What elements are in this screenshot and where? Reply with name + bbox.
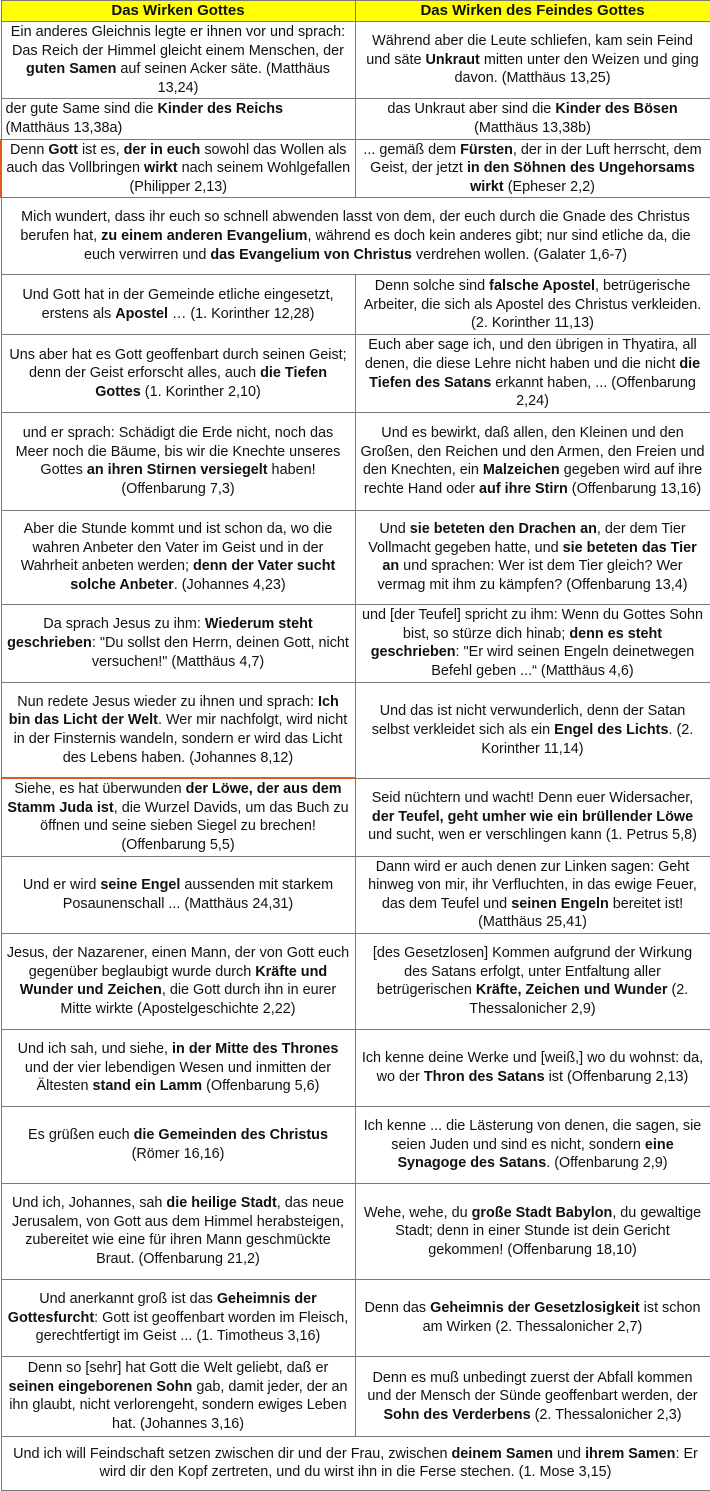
table-row (1, 1356, 710, 1436)
verse-text: Und das ist nicht verwunderlich, denn der Satan selbst verkleidet sich als ein (371, 703, 686, 738)
verse-text: Und ich will Feindschaft setzen zwischen dir und der Frau, zwischen (13, 1445, 452, 1462)
emphasis-text: Apostel (115, 305, 168, 322)
emphasis-text: guten Samen (26, 61, 117, 78)
verse-text: Denn das (364, 1300, 431, 1317)
emphasis-text: große Stadt Babylon (471, 1204, 613, 1221)
god-cell (1, 510, 355, 604)
emphasis-text: wirkt (144, 160, 178, 177)
verse-text: (1. Korinther 2,10) (140, 383, 261, 400)
verse-text: ist schon am Wirken (2. Thessalonicher 2,7) (422, 1300, 701, 1335)
table-row (1, 412, 710, 510)
verse-text: (2. Thessalonicher 2,3) (530, 1406, 682, 1423)
verse-text: verdrehen wollen. (Galater 1,6-7) (411, 246, 628, 263)
verse-text: Aber die Stunde kommt und ist schon da, wo die wahren Anbeter den Vater im Geist und in der Wahrheit anbeten werden; (20, 521, 333, 575)
verse-text: , die Gott durch ihn in eurer Mitte wirkte (Apostelgeschichte 2,22) (60, 982, 337, 1018)
emphasis-text: eine Synagoge des Satans (397, 1136, 674, 1172)
verse-text: und sucht, wen er verschlingen kann (1. Petrus 5,8) (368, 827, 697, 844)
emphasis-text: Geheimnis der Gottesfurcht (7, 1291, 317, 1326)
header-god: Das Wirken Gottes (1, 1, 355, 22)
table-row (1, 1279, 710, 1356)
enemy-cell (355, 22, 710, 99)
verse-text: , der dem Tier Vollmacht gegeben hatte, und (368, 521, 686, 556)
emphasis-text: in den Söhnen des Ungehorsams wirkt (466, 160, 695, 195)
verse-text: und er sprach: Schädigt die Erde nicht, noch das Meer noch die Bäume, bis wir die Knechte unseres Gottes (15, 425, 341, 479)
verse-text: das Unkraut aber sind die (387, 101, 556, 118)
verse-text: Ein anderes Gleichnis legte er ihnen vor und sprach: Das Reich der Himmel gleicht einem Menschen, der (10, 24, 346, 59)
verse-text: Und ich sah, und siehe, (17, 1041, 173, 1058)
verse-text: [des Gesetzlosen] Kommen aufgrund der Wirkung des Satans erfolgt, unter Entfaltung aller betrügerischen (372, 945, 693, 999)
emphasis-text: Thron des Satans (423, 1068, 545, 1085)
full-width-cell (1, 198, 710, 275)
verse-text: Mich wundert, dass ihr euch so schnell abwenden lasst von dem, der euch durch die Gnade des Christus berufen hat, (20, 209, 690, 245)
verse-text: gab, damit jeder, der an ihn glaubt, nicht verlorengeht, sondern ewiges Leben hat. (Johannes 3,16) (9, 1378, 348, 1433)
table-row (1, 22, 710, 99)
emphasis-text: ihrem Samen (585, 1445, 676, 1462)
verse-text: Und anerkannt groß ist das (39, 1291, 217, 1308)
emphasis-text: das Evangelium von Christus (210, 246, 412, 263)
table-row (1, 1106, 710, 1183)
verse-text: , du gewaltige Stadt; denn in einer Stunde ist dein Gericht gekommen! (Offenbarung 18,10) (395, 1204, 702, 1258)
verse-text: : "Er wird seinen Engeln deinetwegen Befehl geben ...“ (Matthäus 4,6) (431, 644, 695, 679)
god-cell (1, 856, 355, 933)
verse-text: Es grüßen euch (28, 1127, 134, 1144)
emphasis-text: seinen Engeln (511, 895, 609, 912)
table-row (1, 856, 710, 933)
emphasis-text: der in euch (123, 141, 201, 158)
enemy-cell (355, 335, 710, 412)
enemy-cell (355, 139, 710, 198)
enemy-cell (355, 604, 710, 682)
verse-text: Seid nüchtern und wacht! Denn euer Widersacher, (371, 790, 694, 807)
table-row (1, 604, 710, 682)
verse-text: (Epheser 2,2) (503, 178, 595, 195)
emphasis-text: seinen eingeborenen Sohn (8, 1378, 193, 1395)
emphasis-text: Kinder des Reichs (157, 101, 284, 118)
emphasis-text: seine Engel (100, 877, 181, 894)
verse-text: (Matthäus 13,38a) (5, 119, 123, 136)
verse-text: Und ich, Johannes, sah (12, 1195, 167, 1212)
emphasis-text: der Teufel, geht umher wie ein brüllender Löwe (371, 808, 694, 825)
god-cell (1, 682, 355, 778)
emphasis-text: Ich bin das Licht der Welt (8, 693, 339, 729)
table-row (1, 335, 710, 412)
verse-text: Ich kenne deine Werke und [weiß,] wo du wohnst: da, wo der (361, 1050, 704, 1085)
verse-text: erkannt haben, ... (Offenbarung 2,24) (491, 374, 696, 410)
verse-text: ist es, (77, 141, 124, 158)
verse-text: auf seinen Acker säte. (Matthäus 13,24) (116, 61, 330, 96)
verse-text: und der vier lebendigen Wesen und inmitten der Ältesten (24, 1059, 332, 1095)
enemy-cell (355, 275, 710, 335)
table-row (1, 1183, 710, 1279)
verse-text: (Römer 16,16) (131, 1145, 225, 1162)
verse-text: . (Offenbarung 2,9) (546, 1155, 668, 1172)
emphasis-text: auf ihre Stirn (479, 480, 568, 497)
emphasis-text: Wiederum steht geschrieben (7, 616, 313, 651)
table-row (1, 1029, 710, 1106)
verse-text: Denn so [sehr] hat Gott die Welt geliebt, daß er (27, 1360, 329, 1377)
full-width-cell (1, 1436, 710, 1490)
enemy-cell (355, 1279, 710, 1356)
verse-text: , der in der Luft herrscht, dem Geist, der jetzt (370, 141, 702, 177)
enemy-cell (355, 99, 710, 139)
emphasis-text: sie beteten das Tier an (382, 539, 697, 575)
table-row (1, 139, 710, 198)
verse-text: haben! (Offenbarung 7,3) (121, 462, 316, 497)
verse-text: mitten unter den Weizen und ging davon. (Matthäus 13,25) (454, 51, 699, 87)
emphasis-text: sie beteten den Drachen an (409, 521, 597, 538)
verse-text: : Er wird dir den Kopf zertreten, und du wirst ihn in die Ferse stechen. (1. Mose 3,15) (99, 1445, 698, 1481)
enemy-cell (355, 682, 710, 778)
emphasis-text: die Gemeinden des Christus (133, 1127, 328, 1144)
verse-text: Ich kenne ... die Lästerung von denen, die sagen, sie seien Juden und sind es nicht, sondern (363, 1118, 702, 1153)
emphasis-text: in der Mitte des Thrones (172, 1041, 339, 1058)
enemy-cell (355, 1356, 710, 1436)
verse-text: Denn solche sind (374, 277, 490, 294)
verse-text: bereitet ist! (Matthäus 25,41) (478, 895, 684, 931)
god-cell (1, 1356, 355, 1436)
verse-text: Dann wird er auch denen zur Linken sagen: Geht hinweg von mir, ihr Verfluchten, in das ewige Feuer, das dem Teufel und (368, 858, 697, 912)
verse-text: (Offenbarung 13,16) (567, 480, 702, 497)
emphasis-text: an ihren Stirnen versiegelt (86, 462, 268, 479)
verse-text: Denn es muß unbedingt zuerst der Abfall kommen und der Mensch der Sünde geoffenbart werden, der (367, 1369, 698, 1405)
enemy-cell (355, 856, 710, 933)
god-cell (1, 604, 355, 682)
verse-text: aussenden mit starkem Posaunenschall ... (Matthäus 24,31) (62, 877, 334, 912)
emphasis-text: Unkraut (425, 51, 480, 68)
emphasis-text: deinem Samen (451, 1445, 554, 1462)
enemy-cell (355, 778, 710, 856)
table-row (1, 99, 710, 139)
verse-text: Wehe, wehe, du (363, 1204, 472, 1221)
verse-text: nach seinem Wohlgefallen (Philipper 2,13) (129, 160, 351, 195)
emphasis-text: die heilige Stadt (166, 1195, 277, 1212)
verse-text: Nun redete Jesus wieder zu ihnen und sprach: (17, 693, 318, 710)
emphasis-text: denn es steht geschrieben (370, 625, 663, 661)
verse-text: Jesus, der Nazarener, einen Mann, der von Gott euch gegenüber beglaubigt wurde durch (6, 945, 350, 980)
verse-text: Da sprach Jesus zu ihm: (43, 616, 205, 633)
emphasis-text: die Tiefen des Satans (369, 355, 701, 391)
god-cell (1, 22, 355, 99)
emphasis-text: Kräfte, Zeichen und Wunder (475, 982, 668, 999)
verse-text: : "Du sollst den Herrn, deinen Gott, nicht versuchen!" (Matthäus 4,7) (91, 634, 349, 670)
verse-text: , die Wurzel Davids, um das Buch zu öffnen und seine sieben Siegel zu brechen! (Offenbarung 5,5) (40, 799, 349, 853)
enemy-cell (355, 1106, 710, 1183)
verse-text: und (553, 1445, 586, 1462)
verse-text: gegeben wird auf ihre rechte Hand oder (363, 462, 703, 497)
enemy-cell (355, 510, 710, 604)
emphasis-text: zu einem anderen Evangelium (101, 228, 308, 245)
emphasis-text: denn der Vater sucht solche Anbeter (70, 558, 336, 593)
verse-text: . Wer mir nachfolgt, wird nicht in der Finsternis wandeln, sondern er wird das Licht des Lebens haben. (Johannes 8,12) (13, 712, 348, 766)
header-row (1, 1, 710, 22)
header-enemy: Das Wirken des Feindes Gottes (355, 1, 710, 22)
emphasis-text: stand ein Lamm (92, 1078, 203, 1095)
verse-text: , während es doch kein anderes gibt; nur sind etliche da, die euch verwirren und (83, 228, 691, 263)
verse-text: Und er wird (22, 877, 101, 894)
verse-text: Und (379, 521, 410, 538)
god-cell (1, 412, 355, 510)
god-cell (1, 335, 355, 412)
verse-text: … (1. Korinther 12,28) (168, 305, 315, 322)
verse-text: ist (Offenbarung 2,13) (544, 1068, 689, 1085)
god-cell (1, 99, 355, 139)
verse-text: , betrügerische Arbeiter, die sich als Apostel des Christus verkleiden. (2. Korinther 11,13) (363, 277, 702, 332)
god-cell (1, 1029, 355, 1106)
table-row (1, 275, 710, 335)
verse-text: Und Gott hat in der Gemeinde etliche eingesetzt, erstens als (22, 287, 334, 322)
emphasis-text: Engel des Lichts (554, 721, 669, 738)
verse-text: , das neue Jerusalem, von Gott aus dem Himmel herabsteigen, zubereitet wie eine für ihren Mann geschmückte Braut. (Offenbarung 21,2) (12, 1195, 344, 1268)
emphasis-text: Sohn des Verderbens (383, 1406, 531, 1423)
enemy-cell (355, 1183, 710, 1279)
verse-text: Und es bewirkt, daß allen, den Kleinen und den Großen, den Reichen und den Armen, den Freien und den Knechten, ein (360, 425, 705, 479)
enemy-cell (355, 412, 710, 510)
god-cell (1, 778, 355, 856)
verse-text: sowohl das Wollen als auch das Vollbringen (6, 141, 347, 177)
table-row (1, 933, 710, 1029)
emphasis-text: Fürsten (460, 141, 513, 158)
enemy-cell (355, 1029, 710, 1106)
table-row (1, 778, 710, 856)
table-row (1, 198, 710, 275)
verse-text: . (Johannes 4,23) (173, 576, 286, 593)
table-row (1, 682, 710, 778)
god-cell (1, 933, 355, 1029)
enemy-cell (355, 933, 710, 1029)
god-cell (1, 1183, 355, 1279)
table-row (1, 510, 710, 604)
table-body (1, 22, 710, 1491)
verse-text: Uns aber hat es Gott geoffenbart durch seinen Geist; denn der Geist erforscht alles, auch (9, 346, 347, 382)
emphasis-text: die Tiefen Gottes (95, 365, 328, 400)
verse-text: : Gott ist geoffenbart worden im Fleisch, gerechtfertigt im Geist ... (1. Timotheus 3,16) (35, 1309, 349, 1345)
verse-text: (Matthäus 13,38b) (474, 119, 591, 136)
emphasis-text: Malzeichen (482, 462, 560, 479)
god-cell (1, 1279, 355, 1356)
emphasis-text: Geheimnis der Gesetzlosigkeit (430, 1300, 640, 1317)
verse-text: (2. Thessalonicher 2,9) (469, 982, 689, 1018)
verse-text: ... gemäß dem (363, 141, 461, 158)
verse-text: und [der Teufel] spricht zu ihm: Wenn du Gottes Sohn bist, so stürze dich hinab; (361, 607, 704, 642)
verse-text: der gute Same sind die (5, 101, 158, 118)
emphasis-text: falsche Apostel (489, 277, 596, 294)
verse-text: Denn (10, 141, 49, 158)
table-row (1, 1436, 710, 1490)
emphasis-text: Gott (48, 141, 78, 158)
emphasis-text: der Löwe, der aus dem Stamm Juda ist (7, 781, 342, 816)
emphasis-text: Kräfte und Wunder und Zeichen (19, 963, 328, 999)
verse-text: Siehe, es hat überwunden (14, 781, 186, 798)
god-cell (1, 1106, 355, 1183)
verse-text: (Offenbarung 5,6) (202, 1078, 320, 1095)
verse-text: . (2. Korinther 11,14) (481, 721, 694, 757)
verse-text: Während aber die Leute schliefen, kam sein Feind und säte (366, 33, 693, 68)
emphasis-text: Kinder des Bösen (555, 101, 678, 118)
god-cell (1, 139, 355, 198)
verse-text: und sprachen: Wer ist dem Tier gleich? Wer vermag mit ihm zu kämpfen? (Offenbarung 13,4) (377, 558, 688, 593)
god-cell (1, 275, 355, 335)
verse-text: Euch aber sage ich, und den übrigen in Thyatira, all denen, die diese Lehre nicht haben und die nicht (364, 337, 697, 372)
